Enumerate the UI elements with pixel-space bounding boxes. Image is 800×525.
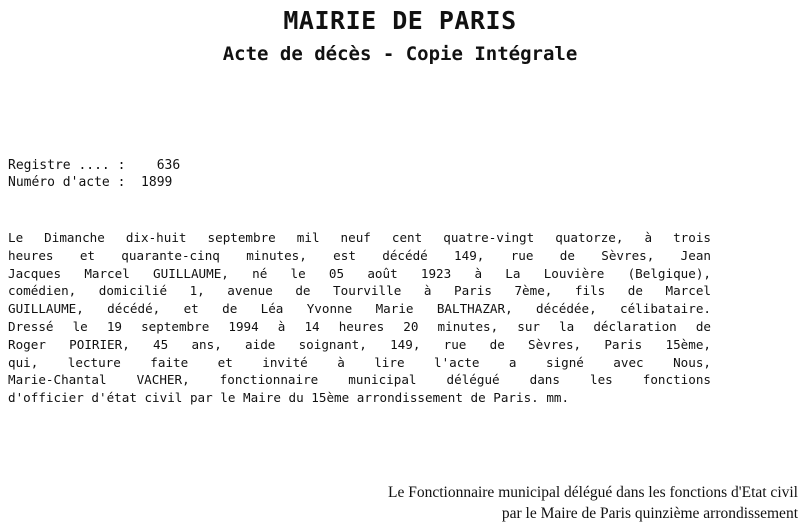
registre-line: Registre .... : 636 [8,158,181,173]
act-line: comédien, domicilié 1, avenue de Tourville à Paris 7ème, fils de Marcel [8,283,711,299]
act-line: GUILLAUME, décédé, et de Léa Yvonne Marie BALTHAZAR, décédée, célibataire. [8,301,711,317]
act-line: d'officier d'état civil par le Maire du 15ème arrondissement de Paris. mm. [8,390,570,406]
signature-line-2: par le Maire de Paris quinzième arrondissement [501,505,798,522]
act-line: Dressé le 19 septembre 1994 à 14 heures 20 minutes, sur la déclaration de [8,318,711,334]
numero-acte-line: Numéro d'acte : 1899 [8,175,173,190]
registry-info [8,157,180,191]
act-line: Marie-Chantal VACHER, fonctionnaire municipal délégué dans les fonctions [8,372,711,388]
document-title: MAIRIE DE PARIS [283,6,517,35]
signature-line-1: Le Fonctionnaire municipal délégué dans les fonctions d'Etat civil [388,484,798,501]
act-line: Le Dimanche dix-huit septembre mil neuf cent quatre-vingt quatorze, à trois [8,230,711,245]
act-body [8,229,711,407]
act-line: Roger POIRIER, 45 ans, aide soignant, 149, rue de Sèvres, Paris 15ème, [8,336,711,352]
act-line: Jacques Marcel GUILLAUME, né le 05 août 1923 à La Louvière (Belgique), [8,265,711,281]
document-subtitle: Acte de décès - Copie Intégrale [222,43,578,65]
signature-block [388,482,798,524]
act-line: qui, lecture faite et invité à lire l'acte a signé avec Nous, [8,354,711,370]
act-line: heures et quarante-cinq minutes, est décédé 149, rue de Sèvres, Jean [8,247,711,263]
